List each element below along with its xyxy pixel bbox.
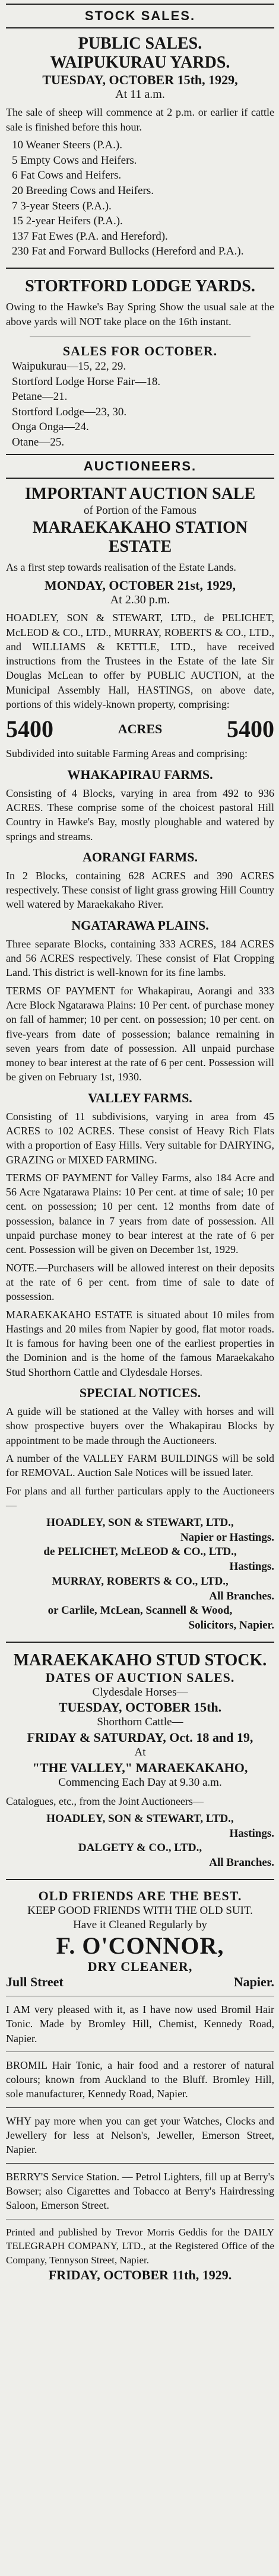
october-sale: Onga Onga—24.	[12, 421, 89, 434]
acres-number: 5400	[226, 715, 274, 743]
stock-sales-header: STOCK SALES.	[6, 4, 274, 28]
agent-line: Solicitors, Napier.	[188, 1618, 274, 1632]
clydesdale-date: TUESDAY, OCTOBER 15th.	[58, 1700, 222, 1715]
newspaper-column	[6, 0, 274, 2283]
auction-date: MONDAY, OCTOBER 21st, 1929,	[45, 578, 236, 593]
stock-entry: 137 Fat Ewes (P.A. and Hereford).	[12, 230, 168, 243]
stock-entry: 7 3-year Steers (P.A.).	[12, 199, 112, 212]
estate-situated: MARAEKAKAHO ESTATE is situated about 10 miles from Hastings and 20 miles from Napier by good, flat motor roads. It is famous for having been one of the earliest properties in the Dominion and is the home of the famous Maraekakaho Stud Shorthorn Cattle and Clydesdale Horses.	[6, 1308, 274, 1378]
shorthorn-place: "THE VALLEY," MARAEKAKAHO,	[32, 1760, 248, 1775]
important-auction-title: IMPORTANT AUCTION SALE	[24, 484, 256, 503]
sale-time: At 11 a.m.	[115, 88, 165, 101]
special-notice-3: For plans and all further particulars apply to the Auctioneers—	[6, 1484, 274, 1511]
special-notice-1: A guide will be stationed at the Valley with horses and will show prospective buyers over the Whakapirau Blocks by appointment to be made through the Auctioneers.	[6, 1405, 274, 1446]
sale-date: TUESDAY, OCTOBER 15th, 1929,	[42, 72, 238, 88]
auctioneers-header: AUCTIONEERS.	[6, 454, 274, 479]
stock-entry: 230 Fat and Forward Bullocks (Hereford and P.A.).	[12, 245, 244, 258]
stud-agent-list	[6, 1812, 274, 1871]
shorthorn-label: Shorthorn Cattle—	[97, 1716, 183, 1729]
agent-line: Hastings.	[229, 1827, 274, 1840]
acres-number: 5400	[6, 715, 53, 743]
ngatarawa-text: Three separate Blocks, containing 333 ACRES, 184 ACRES and 56 ACRES respectively. These consist of Flat Cropping Land. This district is well-known for its fine lambs.	[6, 937, 274, 979]
agent-line: HOADLEY, SON & STEWART, LTD.,	[46, 1516, 234, 1529]
whakapirau-title: WHAKAPIRAU FARMS.	[67, 767, 213, 782]
oconnor-town: Napier.	[233, 1974, 274, 1989]
acres-description: Subdivided into suitable Farming Areas and comprising:	[6, 748, 248, 760]
oconnor-address-row	[6, 1974, 274, 1990]
stortford-notice: Owing to the Hawke's Bay Spring Show the usual sale at the above yards will NOT take place on the 16th instant.	[6, 301, 274, 327]
acres-banner	[6, 715, 274, 743]
bromil-hair-tonic-ad: BROMIL Hair Tonic, a hair food and a restorer of natural colours; known from Auckland to the Bluff. Bromley Hill, sole manufacturer, Kennedy Road, Napier.	[6, 2059, 274, 2100]
acres-word: ACRES	[118, 721, 163, 736]
auction-time: At 2.30 p.m.	[110, 593, 170, 607]
stock-entry: 10 Weaner Steers (P.A.).	[12, 138, 122, 151]
stock-entries	[6, 138, 274, 259]
october-sale: Stortford Lodge Horse Fair—18.	[12, 375, 161, 388]
clydesdale-label: Clydesdale Horses—	[92, 1685, 188, 1699]
cleaned-regularly-line: Have it Cleaned Regularly by	[73, 1919, 207, 1932]
sale-notice: The sale of sheep will commence at 2 p.m. or earlier if cattle sale is finished before this hour.	[6, 106, 274, 133]
old-friends-line: OLD FRIENDS ARE THE BEST.	[38, 1888, 242, 1903]
auction-subtitle: of Portion of the Famous	[84, 504, 196, 517]
stortford-title: STORTFORD LODGE YARDS.	[25, 277, 255, 296]
bromil-testimonial: I AM very pleased with it, as I have now used Bromil Hair Tonic. Made by Bromley Hill, Chemist, Kennedy Road, Napier.	[6, 2003, 274, 2044]
october-sale: Otane—25.	[12, 436, 65, 449]
stock-entry: 20 Breeding Cows and Heifers.	[12, 184, 154, 197]
whakapirau-text: Consisting of 4 Blocks, varying in area from 492 to 936 ACRES. These comprise some of the choicest pastoral Hill Country in Hawke's Bay, mostly ploughable and watered by springs and streams.	[6, 787, 274, 842]
aorangi-text: In 2 Blocks, containing 628 ACRES and 390 ACRES respectively. These consist of light grass growing Hill Country well watered by Maraekakaho River.	[6, 869, 274, 911]
october-sales-list	[6, 359, 274, 450]
stud-stock-title: MARAEKAKAHO STUD STOCK.	[13, 1650, 267, 1669]
divider	[6, 2163, 274, 2164]
agent-line: HOADLEY, SON & STEWART, LTD.,	[46, 1812, 234, 1825]
aorangi-title: AORANGI FARMS.	[83, 849, 198, 864]
agent-list	[6, 1516, 274, 1633]
special-notice-2: A number of the VALLEY FARM BUILDINGS will be sold for REMOVAL. Auction Sale Notices will be issued later.	[6, 1452, 274, 1479]
agent-line: Hastings.	[229, 1560, 274, 1573]
maraekakaho-station-title: MARAEKAKAHO STATION	[32, 518, 248, 537]
october-sale: Waipukurau—15, 22, 29.	[12, 360, 126, 373]
agent-line: de PELICHET, McLEOD & CO., LTD.,	[43, 1545, 237, 1559]
stock-entry: 6 Fat Cows and Heifers.	[12, 169, 122, 182]
commencing-time: Commencing Each Day at 9.30 a.m.	[58, 1776, 222, 1789]
valley-farms-title: VALLEY FARMS.	[88, 1090, 192, 1105]
agent-line: Napier or Hastings.	[180, 1531, 274, 1544]
divider	[6, 1642, 274, 1643]
shorthorn-date: FRIDAY & SATURDAY, Oct. 18 and 19,	[27, 1730, 253, 1745]
terms-of-payment-1: TERMS OF PAYMENT for Whakapirau, Aorangi and 333 Acre Block Ngatarawa Plains: 10 Per cent. of purchase money on fall of hammer; 10 per cent. on possession; 10 per cent. on five-years from date of possession; balance remaining in seven years from date of possession. All unpaid purchase money to bear interest at the rate of 6 per cent. Possession will be given on February 1st, 1930.	[6, 984, 274, 1083]
estate-title: ESTATE	[108, 537, 172, 556]
public-sales-title: PUBLIC SALES.	[78, 34, 202, 53]
special-notices-title: SPECIAL NOTICES.	[79, 1385, 201, 1401]
divider	[6, 268, 274, 269]
waipukurau-yards-title: WAIPUKURAU YARDS.	[50, 53, 230, 72]
keep-good-friends-line: KEEP GOOD FRIENDS WITH THE OLD SUIT.	[27, 1904, 253, 1917]
october-sale: Petane—21.	[12, 390, 68, 403]
purchaser-note: NOTE.—Purchasers will be allowed interest on their deposits at the rate of 6 per cent. from time of sale to date of possession.	[6, 1261, 274, 1303]
berry-service-station-ad: BERRY'S Service Station. — Petrol Lighters, fill up at Berry's Bowser; also Cigarettes and Tobacco at Berry's Hairdressing Saloon, Emerson Street.	[6, 2170, 274, 2212]
shorthorn-at: At	[134, 1746, 146, 1759]
dry-cleaner-label: DRY CLEANER,	[87, 1958, 193, 1974]
divider	[6, 1879, 274, 1880]
stock-entry: 15 2-year Heifers (P.A.).	[12, 215, 123, 228]
agent-line: All Branches.	[209, 1589, 274, 1602]
sales-for-october-header: SALES FOR OCTOBER.	[62, 343, 218, 358]
imprint-text: Printed and published by Trevor Morris Geddis for the DAILY TELEGRAPH COMPANY, LTD., at the Registered Office of the Company, Tennyson Street, Napier.	[6, 2226, 274, 2266]
stock-entry: 5 Empty Cows and Heifers.	[12, 154, 137, 167]
ngatarawa-title: NGATARAWA PLAINS.	[71, 917, 209, 933]
divider	[6, 2107, 274, 2108]
valley-farms-text: Consisting of 11 subdivisions, varying in area from 45 ACRES to 102 ACRES. These consist of Heavy Rich Flats with a proportion of Easy Hills. Very suitable for DAIRYING, GRAZING or MIXED FARMING.	[6, 1110, 274, 1166]
oconnor-street: Jull Street	[6, 1974, 64, 1989]
agent-line: or Carlile, McLean, Scannell & Wood,	[47, 1604, 233, 1617]
catalogues-notice: Catalogues, etc., from the Joint Auctioneers—	[6, 1795, 204, 1807]
october-sale: Stortford Lodge—23, 30.	[12, 405, 127, 418]
nelson-jeweller-ad: WHY pay more when you can get your Watches, Clocks and Jewellery for less at Nelson's, Jeweller, Emerson Street, Napier.	[6, 2114, 274, 2156]
auction-dates-header: DATES OF AUCTION SALES.	[45, 1669, 235, 1685]
imprint-date: FRIDAY, OCTOBER 11th, 1929.	[48, 2267, 232, 2282]
auction-intro: As a first step towards realisation of the Estate Lands.	[6, 561, 236, 573]
terms-of-payment-2: TERMS OF PAYMENT for Valley Farms, also 184 Acre and 56 Acre Ngatarawa Plains: 10 Per cent. at time of sale; 10 per cent. on possession; 10 per cent. 12 months from date of possession, balance in 7 years from date of possession. All unpaid purchase money to bear interest at the rate of 6 per cent. Possession will be given on December 1st, 1929.	[6, 1171, 274, 1256]
auction-firm-notice: HOADLEY, SON & STEWART, LTD., de PELICHET, McLEOD & CO., LTD., MURRAY, ROBERTS & CO., LTD., and WILLIAMS & KETTLE, LTD., have received instructions from the Trustees in the Estate of the late Sir Douglas McLean to offer by PUBLIC AUCTION, at the Municipal Assembly Hall, HASTINGS, on above date, portions of this widely-known property, comprising:	[6, 612, 274, 711]
oconnor-name: F. O'CONNOR,	[56, 1932, 224, 1959]
agent-line: MURRAY, ROBERTS & CO., LTD.,	[52, 1575, 229, 1588]
agent-line: All Branches.	[209, 1856, 274, 1869]
agent-line: DALGETY & CO., LTD.,	[78, 1842, 202, 1855]
